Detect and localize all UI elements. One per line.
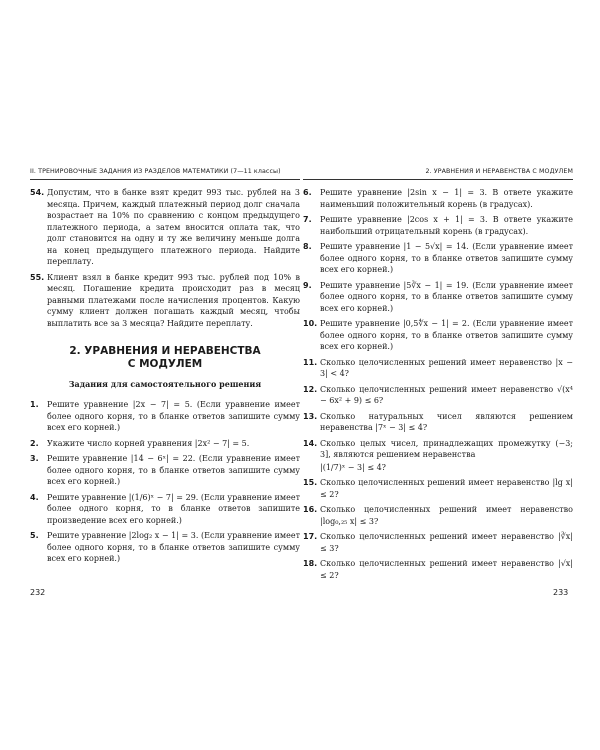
problem-number: 2. [30, 438, 39, 448]
problem-number: 12. [303, 384, 318, 394]
problem-1 [30, 399, 300, 434]
problem-11 [303, 357, 573, 380]
problem-number: 3. [30, 454, 39, 463]
problem-5 [30, 530, 300, 565]
problem-14 [303, 438, 573, 474]
problem-2 [30, 438, 300, 450]
problem-8 [303, 241, 573, 276]
problem-15 [303, 477, 573, 500]
problem-number: 5. [30, 531, 39, 540]
right-page-content [303, 187, 573, 581]
problem-number: 1. [30, 400, 39, 409]
problem-number: 54. [30, 188, 45, 197]
problem-text: Решите уравнение |14 − 6ˣ| = 22. (Если уравнение имеет более одного корня, то в бланке ответов запишите сумму всех его корней.) [47, 454, 300, 486]
problem-text: Решите уравнение |1 − 5√x| = 14. (Если уравнение имеет более одного корня, то в бланке ответов запишите сумму всех его корней.) [320, 242, 573, 274]
problem-text: Клиент взял в банке кредит 993 тыс. рублей под 10% в месяц. Погашение кредита происходит раз в месяц равными платежами после начисления процентов. Какую сумму клиент должен погашать каждый месяц, чтобы выплатить все за 3 месяца? Найдите переплату. [47, 272, 300, 328]
left-page-content [30, 187, 300, 565]
problem-16 [303, 504, 573, 527]
problem-text: Допустим, что в банке взят кредит 993 тыс. рублей на 3 месяца. Причем, каждый платежный период долг сначала возрастает на 10% по сравнению с концом предыдущего платежного периода, а затем вносится оплата так, что долг становится на одну и ту же величину меньше долга на конец предыдущего платежного периода. Найдите переплату. [47, 188, 300, 266]
problem-number: 8. [303, 242, 312, 251]
subheading: Задания для самостоятельного решения [68, 379, 262, 389]
problem-text: Сколько целочисленных решений имеет неравенство |√x| ≤ 2? [320, 559, 573, 580]
problem-10 [303, 318, 573, 353]
problem-text [320, 438, 573, 474]
problem-text: Сколько целочисленных решений имеет неравенство |lg x| ≤ 2? [320, 478, 573, 499]
problem-number: 16. [303, 505, 318, 514]
problem-text: Сколько целочисленных решений имеет неравенство |log₀,₂₅ x| ≤ 3? [320, 505, 573, 526]
section-title-line-1: 2. УРАВНЕНИЯ И НЕРАВЕНСТВА [69, 345, 261, 357]
problem-4 [30, 492, 300, 527]
problem-text: Сколько натуральных чисел являются решением неравенства |7ˣ − 3| ≤ 4? [320, 411, 573, 432]
problem-number: 4. [30, 492, 39, 502]
problem-text: Решите уравнение |5∛x − 1| = 19. (Если уравнение имеет более одного корня, то в бланке ответов запишите сумму всех его корней.) [320, 280, 573, 313]
problem-text: Решите уравнение |2log₂ x − 1| = 3. (Если уравнение имеет более одного корня, то в бланке ответов запишите сумму всех его корней.) [47, 531, 300, 563]
section-title [30, 345, 300, 371]
problem-text: Решите уравнение |2cos x + 1| = 3. В ответе укажите наибольший отрицательный корень (в градусах). [320, 215, 573, 236]
problem-number: 15. [303, 478, 318, 487]
problem-number: 17. [303, 532, 318, 541]
problem-54 [30, 187, 300, 268]
problem-text: Сколько целочисленных решений имеет неравенство |∛x| ≤ 3? [320, 532, 573, 553]
problem-number: 10. [303, 319, 318, 328]
problem-7 [303, 214, 573, 237]
problem-14-formula: |(1/7)ˣ − 3| ≤ 4? [320, 462, 386, 472]
right-running-head: 2. УРАВНЕНИЯ И НЕРАВЕНСТВА С МОДУЛЕМ [303, 168, 573, 180]
right-page [303, 168, 573, 585]
problem-9 [303, 280, 573, 315]
left-page-number: 232 [30, 588, 46, 597]
problem-text: Сколько целочисленных решений имеет неравенство |x − 3| < 4? [320, 357, 573, 378]
problem-number: 18. [303, 559, 318, 568]
problem-text: Решите уравнение |0,5∜x − 1| = 2. (Если уравнение имеет более одного корня, то в бланке ответов запишите сумму всех его корней.) [320, 319, 573, 351]
problem-3 [30, 453, 300, 488]
problem-text: Сколько целочисленных решений имеет неравенство √(x⁴ − 6x² + 9) ≤ 6? [320, 384, 573, 405]
problem-number: 6. [303, 188, 312, 197]
problem-13 [303, 411, 573, 434]
section-title-line-2: С МОДУЛЕМ [127, 358, 203, 370]
problem-text: Укажите число корней уравнения |2x² − 7| = 5. [47, 438, 250, 448]
problem-number: 55. [30, 272, 45, 282]
problem-14-text: Сколько целых чисел, принадлежащих промежутку (−3; 3], являются решением неравенства [320, 438, 573, 459]
problem-text: Решите уравнение |(1/6)ˣ − 7| = 29. (Если уравнение имеет более одного корня, то в бланке ответов запишите произведение всех его корней.) [47, 492, 300, 525]
problem-18 [303, 558, 573, 581]
problem-number: 14. [303, 438, 318, 448]
problem-17 [303, 531, 573, 554]
problem-text: Решите уравнение |2sin x − 1| = 3. В ответе укажите наименьший положительный корень (в градусах). [320, 188, 573, 209]
problem-55 [30, 272, 300, 330]
left-page [30, 168, 300, 569]
problem-text: Решите уравнение |2x − 7| = 5. (Если уравнение имеет более одного корня, то в бланке ответов запишите сумму всех его корней.) [47, 400, 300, 432]
problem-number: 7. [303, 215, 312, 224]
left-running-head: II. ТРЕНИРОВОЧНЫЕ ЗАДАНИЯ ИЗ РАЗДЕЛОВ МАТЕМАТИКИ (7—11 классы) [30, 168, 300, 180]
problem-6 [303, 187, 573, 210]
problem-12 [303, 384, 573, 407]
problem-number: 11. [303, 357, 318, 367]
right-page-number: 233 [553, 588, 569, 597]
problem-number: 9. [303, 280, 312, 290]
problem-number: 13. [303, 411, 318, 421]
